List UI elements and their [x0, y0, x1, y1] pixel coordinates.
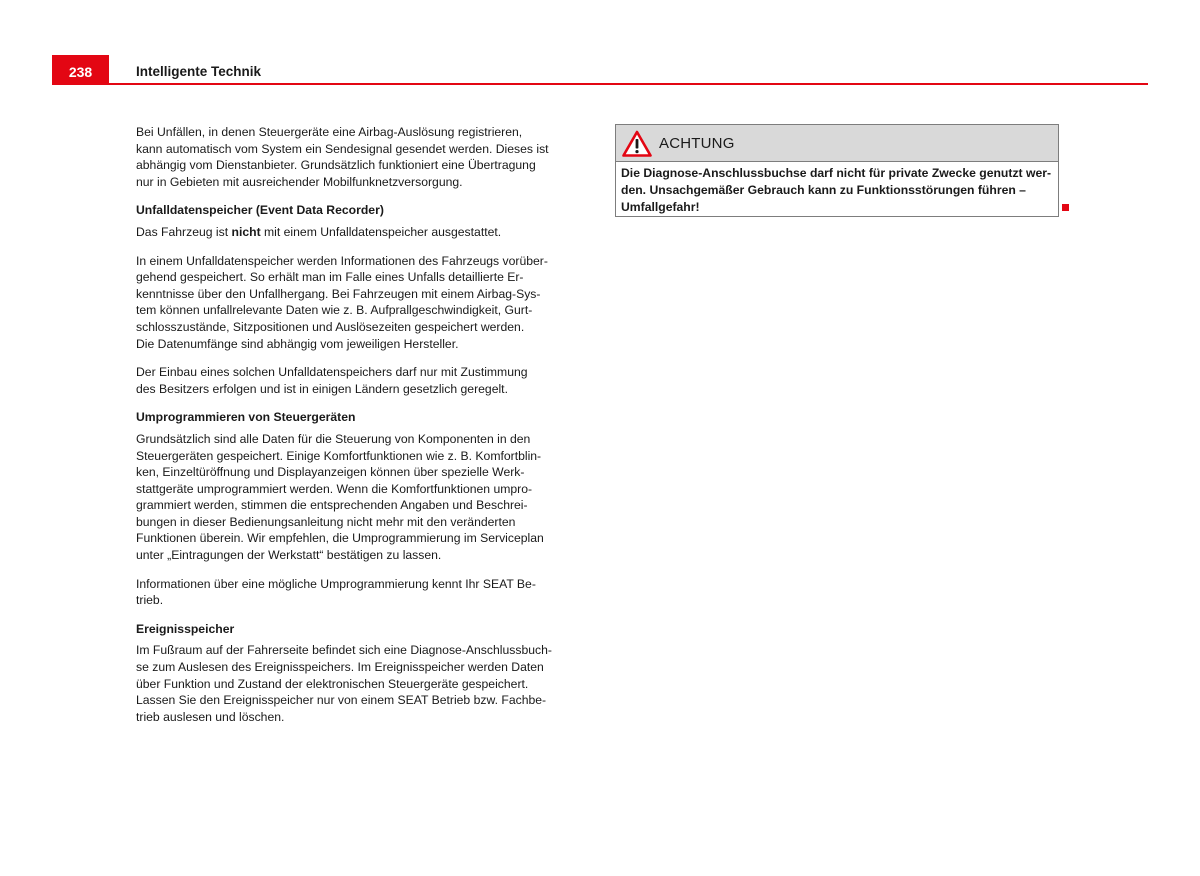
text-line: Die Datenumfänge sind abhängig vom jeweiligen Hersteller.: [136, 336, 459, 351]
text-line: Steuergeräten gespeichert. Einige Komfortfunktionen wie z. B. Komfortblin-: [136, 448, 542, 463]
reprogram-paragraph: [136, 431, 582, 564]
edr-paragraph: [136, 253, 582, 353]
warning-line: Umfallgefahr!: [621, 200, 700, 214]
text-line: kann automatisch vom System ein Sendesignal gesendet werden. Dieses ist: [136, 141, 549, 156]
text-line: Im Fußraum auf der Fahrerseite befindet sich eine Diagnose-Anschlussbuch-: [136, 643, 552, 658]
text-line: schlosszustände, Sitzpositionen und Auslösezeiten gespeichert werden.: [136, 319, 525, 334]
text-line: kenntnisse über den Unfallhergang. Bei Fahrzeugen mit einem Airbag-Sys-: [136, 286, 541, 301]
text-line: stattgeräte umprogrammiert werden. Wenn die Komfortfunktionen umpro-: [136, 481, 533, 496]
warning-header: [616, 125, 1058, 162]
text-line: gehend gespeichert. So erhält man im Falle eines Unfalls detaillierte Er-: [136, 270, 524, 285]
text-line: Bei Unfällen, in denen Steuergeräte eine Airbag-Auslösung registrieren,: [136, 125, 523, 139]
text-line: grammiert werden, stimmen die entsprechenden Angaben und Beschrei-: [136, 498, 528, 513]
warning-body: [616, 162, 1058, 216]
text-line: über Funktion und Zustand der elektronischen Steuergeräte gespeichert.: [136, 676, 529, 691]
text-line: Der Einbau eines solchen Unfalldatenspeichers darf nur mit Zustimmung: [136, 365, 528, 380]
text-line: abhängig vom Dienstanbieter. Grundsätzlich funktioniert eine Übertragung: [136, 158, 536, 173]
warning-line: den. Unsachgemäßer Gebrauch kann zu Funktionsstörungen führen –: [621, 183, 1026, 197]
intro-paragraph: [136, 124, 582, 190]
warning-line: Die Diagnose-Anschlussbuchse darf nicht für private Zwecke genutzt wer-: [621, 166, 1052, 180]
warning-box: [615, 124, 1059, 217]
text-line: Lassen Sie den Ereignisspeicher nur von einem SEAT Betrieb bzw. Fachbe-: [136, 693, 547, 708]
text-line: Funktionen überein. Wir empfehlen, die Umprogrammierung im Serviceplan: [136, 531, 544, 546]
edr-sentence-after: mit einem Unfalldatenspeicher ausgestattet.: [260, 224, 502, 239]
section-title: Intelligente Technik: [136, 64, 262, 79]
text-line: tem können unfallrelevante Daten wie z. B. Aufprallgeschwindigkeit, Gurt-: [136, 303, 533, 318]
text-line: se zum Auslesen des Ereignisspeichers. Im Ereignisspeicher werden Daten: [136, 660, 544, 675]
text-line: trieb.: [136, 593, 164, 608]
text-line: Informationen über eine mögliche Umprogrammierung kennt Ihr SEAT Be-: [136, 576, 536, 591]
text-line: trieb auslesen und löschen.: [136, 709, 285, 724]
page-number: 238: [52, 55, 109, 85]
event-heading: Ereignisspeicher: [136, 621, 235, 636]
event-paragraph: [136, 642, 582, 725]
reprogram-info-paragraph: [136, 576, 582, 609]
edr-sentence: [136, 224, 582, 241]
text-line: bungen in dieser Bedienungsanleitung nicht mehr mit den veränderten: [136, 514, 516, 529]
text-line: unter „Eintragungen der Werkstatt“ bestätigen zu lassen.: [136, 548, 442, 563]
text-line: Grundsätzlich sind alle Daten für die Steuerung von Komponenten in den: [136, 431, 531, 446]
text-line: nur in Gebieten mit ausreichender Mobilfunknetzversorgung.: [136, 174, 463, 189]
edr-sentence-before: Das Fahrzeug ist: [136, 224, 232, 239]
edr-heading: Unfalldatenspeicher (Event Data Recorder): [136, 203, 384, 218]
end-marker: [1062, 204, 1069, 211]
text-line: des Besitzers erfolgen und ist in einigen Ländern gesetzlich geregelt.: [136, 381, 508, 396]
edr-installation-paragraph: [136, 364, 582, 397]
text-line: In einem Unfalldatenspeicher werden Informationen des Fahrzeugs vorüber-: [136, 253, 548, 268]
header-rule: [52, 83, 1148, 85]
reprogram-heading: Umprogrammieren von Steuergeräten: [136, 410, 356, 425]
warning-title: ACHTUNG: [659, 134, 735, 152]
edr-sentence-emphasis: nicht: [231, 224, 261, 239]
text-line: ken, Einzeltüröffnung und Displayanzeigen können über spezielle Werk-: [136, 465, 525, 480]
warning-triangle-icon: [622, 130, 652, 157]
left-column: [136, 124, 582, 737]
